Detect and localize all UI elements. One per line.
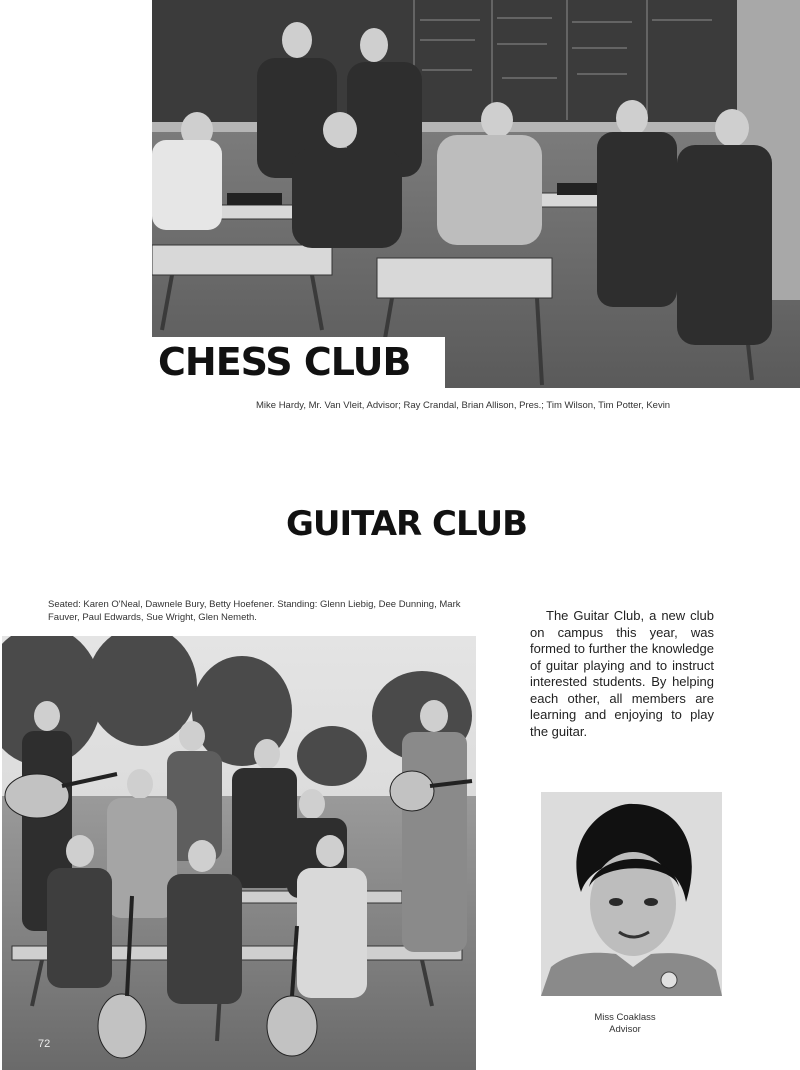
advisor-role: Advisor bbox=[609, 1024, 641, 1035]
chess-club-title: CHESS CLUB bbox=[158, 340, 411, 384]
guitar-club-description: The Guitar Club, a new club on campus this year, was formed to further the knowledge of guitar playing and to instruct interested students. By helping each other, all members are learning and enjoying to play the guitar. bbox=[530, 608, 714, 739]
chess-club-caption: Mike Hardy, Mr. Van Vleit, Advisor; Ray Crandal, Brian Allison, Pres.; Tim Wilson, Tim Potter, Kevin bbox=[256, 400, 671, 411]
guitar-club-caption: Seated: Karen O'Neal, Dawnele Bury, Betty Hoefener. Standing: Glenn Liebig, Dee Dunning, Mark Fauver, Paul Edwards, Sue Wright, Glen Nemeth. bbox=[48, 599, 461, 623]
chess-club-photo bbox=[152, 0, 800, 388]
advisor-name: Miss Coaklass bbox=[594, 1012, 656, 1023]
guitar-club-photo bbox=[2, 636, 476, 1070]
guitar-club-title: GUITAR CLUB bbox=[286, 504, 527, 544]
advisor-caption bbox=[560, 1012, 690, 1036]
advisor-portrait-photo bbox=[541, 792, 722, 996]
page-number: 72 bbox=[38, 1038, 51, 1050]
